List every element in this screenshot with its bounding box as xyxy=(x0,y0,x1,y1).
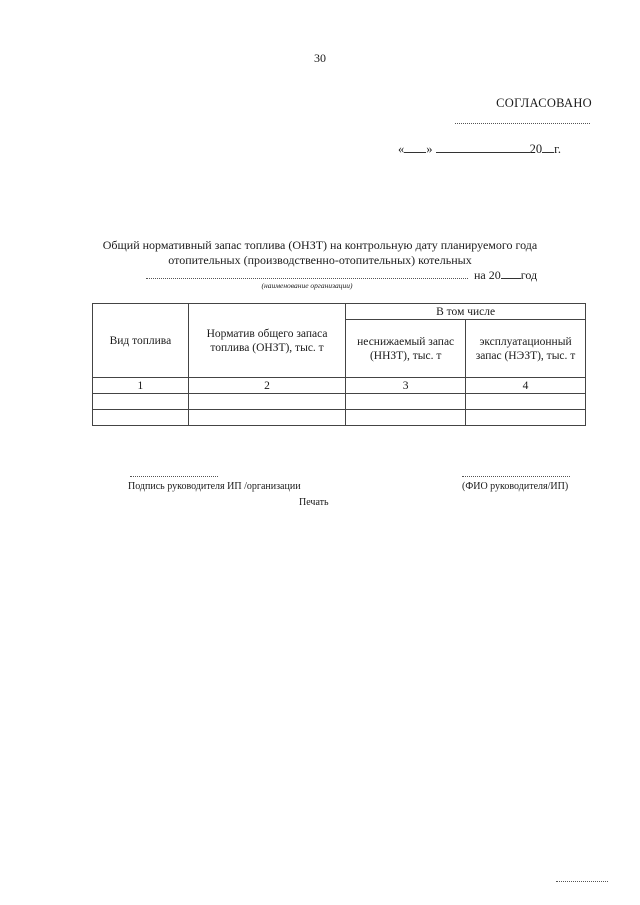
manager-signature-caption: Подпись руководителя ИП /организации xyxy=(128,481,301,492)
title-line-1: Общий нормативный запас топлива (ОНЗТ) на контрольную дату планируемого года xyxy=(102,238,538,252)
date-year-suffix: г. xyxy=(554,142,561,156)
table-cell xyxy=(188,394,346,410)
title-year xyxy=(474,268,537,283)
col-number-1: 1 xyxy=(93,378,189,394)
table-row xyxy=(93,410,586,426)
fuel-reserve-table xyxy=(92,303,586,426)
manager-name-caption: (ФИО руководителя/ИП) xyxy=(462,481,569,492)
table-cell xyxy=(346,394,466,410)
table-cell xyxy=(93,394,189,410)
date-close-quote: » xyxy=(426,142,433,156)
table-cell xyxy=(93,410,189,426)
document-title xyxy=(60,238,580,268)
day-blank xyxy=(404,141,426,153)
table-header-row-1 xyxy=(93,304,586,320)
table-row xyxy=(93,394,586,410)
header-nezt: эксплуатационный запас (НЭЗТ), тыс. т xyxy=(466,320,586,378)
manager-signature-line xyxy=(130,476,218,477)
table-cell xyxy=(188,410,346,426)
approval-signature-line xyxy=(455,123,590,124)
col-number-2: 2 xyxy=(188,378,346,394)
header-fuel-type: Вид топлива xyxy=(93,304,189,378)
title-line-2: отопительных (производственно-отопительных) котельных xyxy=(168,253,472,267)
approval-date-line xyxy=(398,141,594,157)
header-total-reserve: Норматив общего запаса топлива (ОНЗТ), тыс. т xyxy=(188,304,346,378)
corner-mark xyxy=(556,881,608,882)
table-number-row xyxy=(93,378,586,394)
month-blank xyxy=(436,141,530,153)
title-year-blank xyxy=(501,268,521,279)
header-nnzt: неснижаемый запас (ННЗТ), тыс. т xyxy=(346,320,466,378)
title-year-suffix: год xyxy=(520,268,538,282)
col-number-3: 3 xyxy=(346,378,466,394)
organization-name-line xyxy=(146,278,468,279)
table-cell xyxy=(466,394,586,410)
table-cell xyxy=(346,410,466,426)
stamp-caption: Печать xyxy=(299,497,329,508)
header-including: В том числе xyxy=(346,304,586,320)
col-number-4: 4 xyxy=(466,378,586,394)
organization-caption: (наименование организации) xyxy=(261,281,353,290)
year-blank xyxy=(542,141,554,153)
title-year-prefix: на 20 xyxy=(474,268,501,282)
date-open-quote: « xyxy=(398,142,405,156)
manager-name-line xyxy=(462,476,570,477)
table-cell xyxy=(466,410,586,426)
page-number: 30 xyxy=(314,51,326,65)
approval-heading: СОГЛАСОВАНО xyxy=(496,96,592,110)
date-year-prefix: 20 xyxy=(529,142,543,156)
